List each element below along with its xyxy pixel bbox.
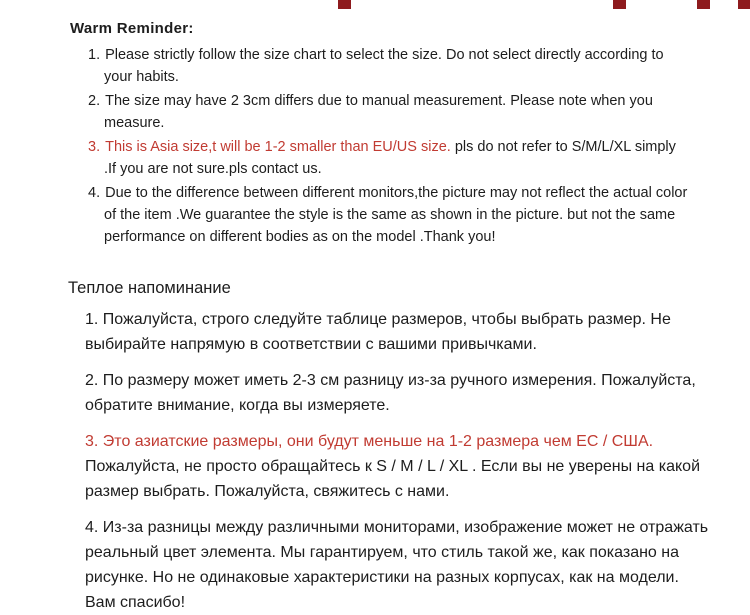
english-item-2 — [88, 90, 690, 134]
english-item-1 — [88, 44, 690, 88]
item-text: Due to the difference between different monitors,the picture may not reflect the actual color of the item .We guarantee the style is the same as shown in the picture. but not the same performance on different bodies as on the model .Thank you! — [104, 185, 688, 245]
russian-item-3 — [85, 429, 722, 504]
item-text: The size may have 2 3cm differs due to manual measurement. Please note when you measure. — [104, 93, 653, 131]
item-number: 1. — [88, 47, 101, 63]
item-text: Пожалуйста, не просто обращайтесь к S / M / L / XL . Если вы не уверены на какой размер выбрать. Пожалуйста, свяжитесь с нами. — [85, 458, 700, 500]
red-marker-icon — [738, 0, 750, 9]
item-number: 3. — [88, 139, 101, 155]
item-text-red: 3. Это азиатские размеры, они будут меньше на 1-2 размера чем ЕС / США. — [85, 433, 654, 450]
item-number: 2. — [88, 93, 101, 109]
item-text: 4. Из-за разницы между различными мониторами, изображение может не отражать реальный цвет элемента. Мы гарантируем, что стиль такой же, как показано на рисунке. Но не одинаковые характеристики на разных корпусах, как на модели. — [85, 519, 709, 586]
item-text: pls do not refer to S/M/L/XL simply .If you are not sure.pls contact us. — [104, 139, 676, 177]
english-reminder-section — [0, 0, 750, 248]
english-item-3 — [88, 136, 690, 180]
russian-item-4 — [85, 515, 722, 615]
russian-items — [85, 307, 722, 615]
item-text-red: This is Asia size,t will be 1-2 smaller than EU/US size. — [105, 139, 451, 155]
russian-item-2: 2. По размеру может иметь 2-3 см разницу из-за ручного измерения. Пожалуйста, обратите внимание, когда вы измеряете. — [85, 372, 696, 414]
russian-title: Теплое напоминание — [68, 279, 231, 297]
red-marker-icon — [613, 0, 626, 9]
thanks-text: Вам спасибо! — [85, 594, 186, 611]
english-item-4 — [88, 182, 690, 248]
item-text: Please strictly follow the size chart to select the size. Do not select directly according to your habits. — [104, 47, 664, 85]
red-marker-icon — [697, 0, 710, 9]
russian-reminder-section — [0, 250, 750, 615]
english-title: Warm Reminder: — [70, 20, 194, 37]
red-marker-icon — [338, 0, 351, 9]
english-items — [88, 44, 690, 248]
item-number: 4. — [88, 185, 101, 201]
russian-item-1: 1. Пожалуйста, строго следуйте таблице размеров, чтобы выбрать размер. Не выбирайте напрямую в соответствии с вашими привычками. — [85, 311, 671, 353]
